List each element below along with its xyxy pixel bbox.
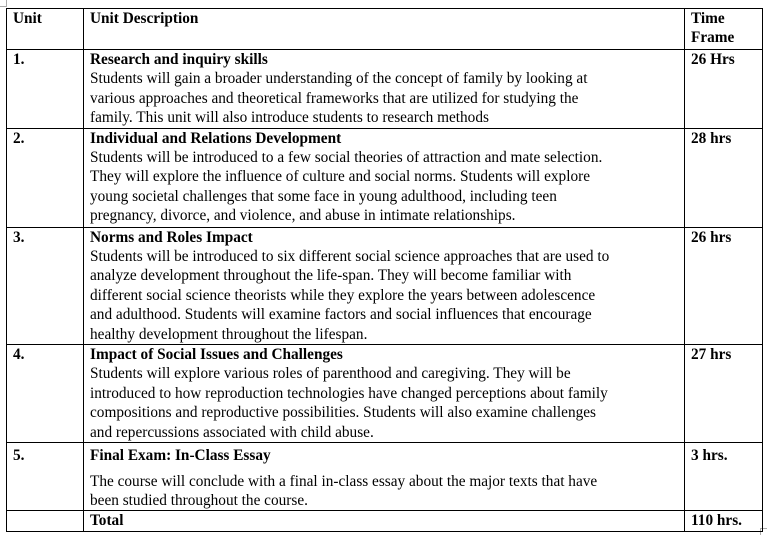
description-line: healthy development throughout the lifespan.	[90, 325, 368, 343]
total-label: Total	[84, 511, 685, 531]
description-line: various approaches and theoretical frameworks that are utilized for studying the	[90, 89, 579, 107]
description-line: young societal challenges that some face in young adulthood, including teen	[90, 187, 557, 205]
course-units-table	[6, 8, 763, 532]
unit-description	[84, 443, 685, 511]
unit-title: Impact of Social Issues and Challenges	[90, 346, 343, 364]
description-line: introduced to how reproduction technologies have changed perceptions about family	[90, 384, 608, 402]
page-corner-mark	[0, 0, 7, 7]
unit-description	[84, 50, 685, 129]
unit-description	[84, 345, 685, 443]
time-frame: 27 hrs	[685, 345, 763, 443]
total-unit-empty	[7, 511, 84, 531]
header-description: Unit Description	[84, 9, 685, 50]
table-row	[7, 345, 763, 443]
table-row	[7, 50, 763, 129]
description-line: been studied throughout the course.	[90, 491, 308, 509]
description-line: compositions and reproductive possibilities. Students will also examine challenges	[90, 404, 596, 422]
table-row	[7, 227, 763, 344]
time-frame: 3 hrs.	[685, 443, 763, 511]
header-time-line: Frame	[691, 29, 735, 47]
header-time-line: Time	[691, 10, 725, 27]
total-row	[7, 511, 763, 531]
description-line: family. This unit will also introduce students to research methods	[90, 109, 489, 127]
table-row	[7, 128, 763, 227]
header-unit: Unit	[7, 9, 84, 50]
unit-number: 2.	[7, 128, 84, 227]
description-line: and repercussions associated with child abuse.	[90, 423, 374, 441]
table-row	[7, 443, 763, 511]
time-frame: 28 hrs	[685, 128, 763, 227]
unit-title: Individual and Relations Development	[90, 129, 342, 147]
description-line: different social science theorists while they explore the years between adolescence	[90, 286, 596, 304]
unit-title: Research and inquiry skills	[90, 51, 268, 68]
header-time-frame	[685, 9, 763, 50]
description-line: Students will be introduced to six different social science approaches that are used to	[90, 248, 610, 266]
unit-description	[84, 227, 685, 344]
unit-title: Norms and Roles Impact	[90, 228, 253, 246]
description-line: analyze development throughout the life-span. They will become familiar with	[90, 267, 572, 285]
table-header-row	[7, 9, 763, 50]
unit-number: 3.	[7, 227, 84, 344]
time-frame: 26 Hrs	[685, 50, 763, 129]
description-line: They will explore the influence of culture and social norms. Students will explore	[90, 168, 590, 186]
unit-number: 1.	[7, 50, 84, 129]
description-line: and adulthood. Students will examine factors and social influences that encourage	[90, 306, 592, 324]
total-time: 110 hrs.	[685, 511, 763, 531]
description-line: Students will gain a broader understanding of the concept of family by looking at	[90, 70, 588, 88]
description-line: The course will conclude with a final in-class essay about the major texts that have	[90, 472, 598, 490]
time-frame: 26 hrs	[685, 227, 763, 344]
description-line: Students will be introduced to a few social theories of attraction and mate selection.	[90, 149, 603, 167]
unit-description	[84, 128, 685, 227]
description-line: Students will explore various roles of parenthood and caregiving. They will be	[90, 365, 571, 383]
unit-number: 5.	[7, 443, 84, 511]
unit-title: Final Exam: In-Class Essay	[90, 447, 271, 465]
description-line: pregnancy, divorce, and violence, and abuse in intimate relationships.	[90, 207, 516, 225]
unit-number: 4.	[7, 345, 84, 443]
